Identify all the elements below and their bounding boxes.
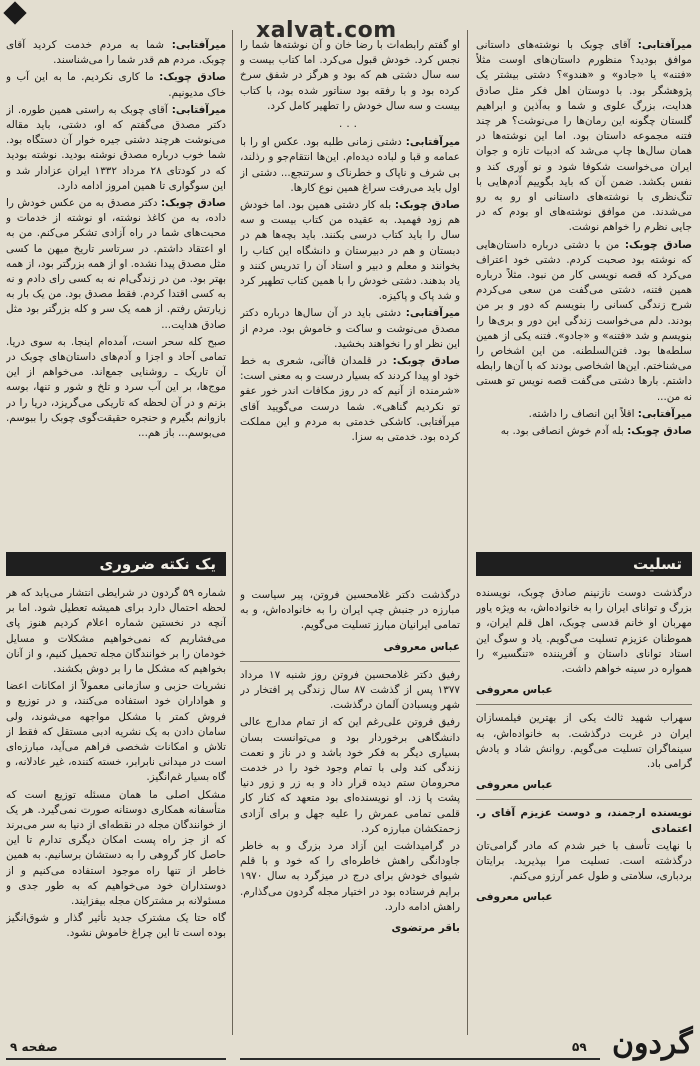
condolence-text: سهراب شهید ثالث یکی از بهترین فیلمسازان ایران در غربت درگذشت. به خانواده‌اش، به سینماگران تسلیت می‌گویم. روانش شاد و یادش گرامی باد. (476, 712, 692, 771)
note-text: مشکل اصلی ما همان مسئله توزیع است که متأسفانه همکاری دوستانه صورت نمی‌گیرد. هر یک از خوانندگان مجله در نقطه‌ای از دنیا به سر می‌برند که از جز راه پست امکان دیگری تدارم تا این حاصل کار گروهی را به دستشان برسانیم. به همین خاطر از تنها راه موجود استفاده می‌کنیم و از دوستداران خود می‌خواهیم که به طور جدی و مسئولانه بر مشترکان مجله بیفزایند. (6, 788, 226, 908)
condolence-heading: تسلیت (476, 552, 692, 576)
obituary-text: درگذشت دکتر غلامحسین فروتن، پیر سیاست و مبارزه در جنبش چپ ایران را به خانواده‌اش، و به تمامی ایرانیان مبارز تسلیت می‌گویم. (240, 589, 460, 632)
column-divider-right (467, 30, 468, 1035)
condolence-addressee: نویسنده ارجمند، و دوست عزیزم آقای ر. اعتمادی (476, 807, 692, 835)
paragraph-text: دشتی باید در آن سال‌ها درباره دکتر مصدق می‌نوشت و ساکت و خاموش بود. مردم از این نظر او را نخواهند بخشید. (240, 307, 460, 350)
interview-column-left (6, 38, 226, 543)
paragraph-text: او گفتم رابطه‌ات با رضا خان و آن نوشته‌ها شما را نجس کرد. خودش قبول می‌کرد. اما کتاب بیست و سه سال دشتی هم که بود و هرگز در شفق سرخ کرده بود و با رفقه بود سناتور شده بود، با کتاب بیست و سه سال خودش را تطهیر کامل کرد. (240, 39, 460, 112)
page-label: صفحه ۹ (10, 1040, 58, 1054)
speaker-label: صادق چوبک: (627, 425, 692, 438)
speaker-label: میرآفتابی: (405, 307, 460, 320)
paragraph-text: شما به مردم خدمت کردید آقای چوبک. مردم هم قدر شما را می‌شناسند. (6, 39, 226, 67)
footer-rule-left (6, 1058, 226, 1060)
important-note-heading: یک نکته ضروری (6, 552, 226, 576)
paragraph (6, 38, 226, 68)
paragraph (476, 407, 692, 422)
divider (476, 704, 692, 705)
page-number: ۵۹ (572, 1040, 587, 1054)
condolence-text: درگذشت دوست نازنینم صادق چوبک، نویسنده بزرگ و توانای ایران را به خانواده‌اش، به ویژه یاور مهربان او خانم قدسی چوبک، اهل قلم ایران، و هموطنان عزیزم تسلیت می‌گویم. یاد و سوگ این استاد توانای داستان و آفریننده «تنگسیر» را همواره در سینه خواهم داشت. (476, 587, 692, 676)
paragraph (6, 103, 226, 194)
paragraph-text: صبح کله سحر است، آمده‌ام اینجا. به سوی دریا. تمامی آحاد و اجزا و آدم‌های داستان‌های چوبک در آن تاریک ـ روشنایی جمع‌اند. می‌خواهم از این موج‌ها، بر این آب سرد و تلخ و شور و تنها، بوسه بزنم و در آن لحظه که تاریکی می‌گریزد، دریا را در بازوانم بگیرم و حنجره حقیقت‌گوی چوبک را ببوسم. می‌بوسم... باز هم... (6, 335, 226, 440)
speaker-label: صادق چوبک: (624, 238, 692, 251)
paragraph-text: بله کار دشتی همین بود. اما خودش هم زود فهمید. به عقیده من کتاب بیست و سه سال را باید کتاب درسی بکنند. باید بچه‌ها هم در دبستان و هم در دبیرستان و دانشگاه این کتاب را بخوانند و معلم و دبیر و استاد آن را تدریس کنند و یاد بدهند. دشتی خودش را با همین کتاب تطهیر کرد و شد پاک و پاکیزه. (240, 199, 460, 303)
speaker-label: صادق چوبک: (160, 197, 226, 210)
speaker-label: میرآفتابی: (171, 103, 226, 116)
speaker-label: صادق چوبک: (392, 355, 460, 368)
corner-diamond-icon (3, 1, 26, 24)
obituary-text: رفیق فروتن علی‌رغم این که از تمام مدارج عالی دانشگاهی برخوردار بود و می‌توانست بسان بسیاری دیگر به فکر خود باشد و در ناز و نعمت زندگی کند ولی با تمام وجود خود را در خدمت محرومان ستم دیده قرار داد و به زر و زور دنیا پشت پا زد. او نویسنده‌ای بود متعهد که کنار کار قلمی تمامی عمرش را علیه جهل و برای آزادی زحمتکشان مبارزه کرد. (240, 716, 460, 835)
paragraph (476, 424, 692, 439)
paragraph-text: آقای چوبک به راستی همین طوره. از دکتر مصدق می‌گفتم که او، دشتی، باید مقاله می‌نوشت هرچند دشتی جیره خوار آن دستگاه بود. شما خوب درباره مصدق نوشته بودید. نوشته بودید که در کودتای ۲۸ مرداد ۱۳۳۲ ایران عزادار شد و این سوگواری تا همین امروز ادامه دارد. (6, 103, 226, 192)
paragraph (240, 198, 460, 304)
speaker-label: میرآفتابی: (171, 39, 226, 51)
paragraph (6, 70, 226, 100)
speaker-label: میرآفتابی: (637, 407, 692, 420)
speaker-label: میرآفتابی: (405, 136, 460, 149)
note-text: شماره ۵۹ گردون در شرایطی انتشار می‌یابد که هر لحظه احتمال دارد برای همیشه تعطیل شود. اما بر آنچه در نخستین شماره اعلام کردیم هنوز پای می‌فشاریم که نمی‌خواهیم مشکلات و مسایل خودمان را بر خوانندگان مجله تحمیل کنیم، و از آنان بخواهیم که مشکل ما را بر دوش بکشند. (6, 587, 226, 676)
paragraph (6, 196, 226, 333)
paragraph-text: بله آدم خوش انصافی بود. به (500, 425, 624, 438)
paragraph-text: آقای چوبک با نوشته‌های داستانی موافق بودید؟ منظورم داستان‌های اوست مثلاً «فتنه» یا «جادو» و «هندو»؟ دشتی بیشتر یک پژوهشگر بود. با دوستان اهل فکر مثل صادق هدایت، بزرگ علوی و شما و به‌آذین و ابراهیم گلستان چگونه این رمان‌ها را می‌نوشت؟ هر چند فتنه مجموعه داستان بود. اما این نوشته‌ها در همان سال‌ها چاپ می‌شد که ادبیات تازه و جوان ایران می‌خواست شکوفا شود و نو آوری کند و نفس بکشد. ضمن آن که باید بگوییم آدم‌هایی با تنگ‌نظری با نوشته‌های داستانی او رو به رو می‌شدند. من موافق نوشته‌های او بودم که در جایی نظرم را خواهم نوشت. (476, 39, 692, 234)
paragraph (240, 354, 460, 445)
speaker-label: میرآفتابی: (637, 39, 692, 51)
interview-column-right (476, 38, 692, 543)
paragraph-text: من با دشتی درباره داستان‌هایی که نوشته بود صحبت کردم. دشتی خود اعتراف می‌کرد که قصه نویسی کار من نبود. مثلاً درباره همین فتنه، دشتی می‌گفت من سعی می‌کردم شرح زندگی کسانی را بنویسم که دور و بر من بودند. دلم می‌خواست زندگی این دور و بری‌ها را بنویسم و شد «فتنه» و «جادو». فتنه یکی از همین سلطه‌ها بود. فتن‌السلطنه. من این اشخاص را می‌شناختم. این‌ها اشخاصی بودند که با آن‌ها رابطه داشتم. بارها دشتی می‌گفت قصه نویس تو هستی نه من... (476, 238, 692, 403)
section-dots: ... (339, 118, 361, 131)
paragraph-text: دکتر مصدق به من عکس خودش را داده، به من کاغذ نوشته، او نوشته از خدمات و محبت‌های شما در راه آزادی تشکر می‌کنم. من به او اعتقاد داشتم. در سرتاسر تاریخ میهن ما کسی مثل مصدق پیدا نشده. او از همه بزرگتر بود، از همه بهتر بود. من در زندگی‌ام نه به کسی رای دادم و نه به کسی اقتدا کردم. فقط مصدق بود. من یک بار به زیارتش رفتم. از همه یک سر و کله بزرگتر بود مثل صادق هدایت... (6, 197, 226, 331)
obituary-text: رفیق دکتر غلامحسین فروتن روز شنبه ۱۷ مرداد ۱۳۷۷ پس از گذشت ۸۷ سال زندگی پر افتخار در شهر ویسبادن آلمان درگذشت. (240, 668, 460, 712)
signature: عباس معروفی (476, 779, 553, 792)
speaker-label: صادق چوبک: (159, 71, 226, 84)
divider (476, 799, 692, 800)
interview-column-middle (240, 38, 460, 543)
signature: باقر مرتضوی (391, 922, 460, 935)
condolence-text: با نهایت تأسف با خبر شدم که مادر گرامی‌تان درگذشته است. تسلیت مرا بپذیرید. برایتان بردباری، سلامتی و طول عمر آرزو می‌کنم. (476, 839, 692, 883)
obituary-text: در گرامیداشت این آزاد مرد بزرگ و به خاطر جاودانگی راهش خاطره‌ای را که خود و با قلم شیوای خودش برای درج در میزگرد به سال ۱۹۷۰ برایم فرستاده بود در اختیار مجله گردون می‌گذارم. راهش ادامه دارد. (240, 840, 460, 913)
note-text: نشریات حزبی و سازمانی معمولاً از امکانات اعضا و هواداران خود استفاده می‌کنند، و در توزیع و فروش کمتر با مشکل مواجهه می‌شوند، ولی سامان دادن به یک نشریه ادبی مستقل که فقط از تلاش و امکانات شخصی فراهم می‌آید، مبارزه‌ای است در میدانی نابرابر، خسته کننده، غیر عادلانه، و گاه بسیار غم‌انگیز. (6, 680, 226, 784)
paragraph (240, 306, 460, 352)
obituary-column (240, 588, 460, 1028)
magazine-logo: گردون (612, 1026, 693, 1061)
watermark: xalvat.com (256, 18, 397, 43)
column-divider-left (232, 30, 233, 1035)
footer-rule-right (240, 1058, 600, 1060)
paragraph-text: اقلاً این انصاف را داشته. (528, 407, 635, 420)
paragraph (476, 238, 692, 405)
divider (240, 661, 460, 662)
signature: عباس معروفی (476, 684, 553, 697)
signature: عباس معروفی (476, 891, 553, 904)
note-text: گاه حتا یک مشترک جدید تأثیر گذار و شوق‌انگیز بوده است تا این چراغ خاموش نشود. (6, 912, 226, 940)
paragraph-text: دشتی زمانی طلبه بود. عکس او را با عمامه و قبا و لباده دیده‌ام. این‌ها انتقام‌جو و رذلند، بی شرف و ناپاک و خطرناک و سرتنجع... دشتی از اول باید می‌رفت سراغ همین نوع کارها. (240, 136, 460, 194)
paragraph-text: ما کاری نکردیم. ما به این آب و خاک مدیونیم. (6, 71, 226, 99)
paragraph-text: در قلمدان قاآنی، شعری به خط خود او پیدا کردند که بسیار درست و به معنی است: «شرمنده از آنیم که در روز مکافات اندر خور عفو تو نکردیم گناهی». شما درست می‌گویید آقای میرآفتابی. کاشکی خدمتی به مردم و این مملکت کرده بود. خدمتی به سزا. (240, 355, 460, 444)
speaker-label: صادق چوبک: (394, 199, 460, 212)
paragraph (476, 38, 692, 236)
important-note-column (6, 586, 226, 1026)
signature: عباس معروفی (383, 640, 460, 653)
condolence-column (476, 586, 692, 1026)
paragraph (240, 135, 460, 196)
